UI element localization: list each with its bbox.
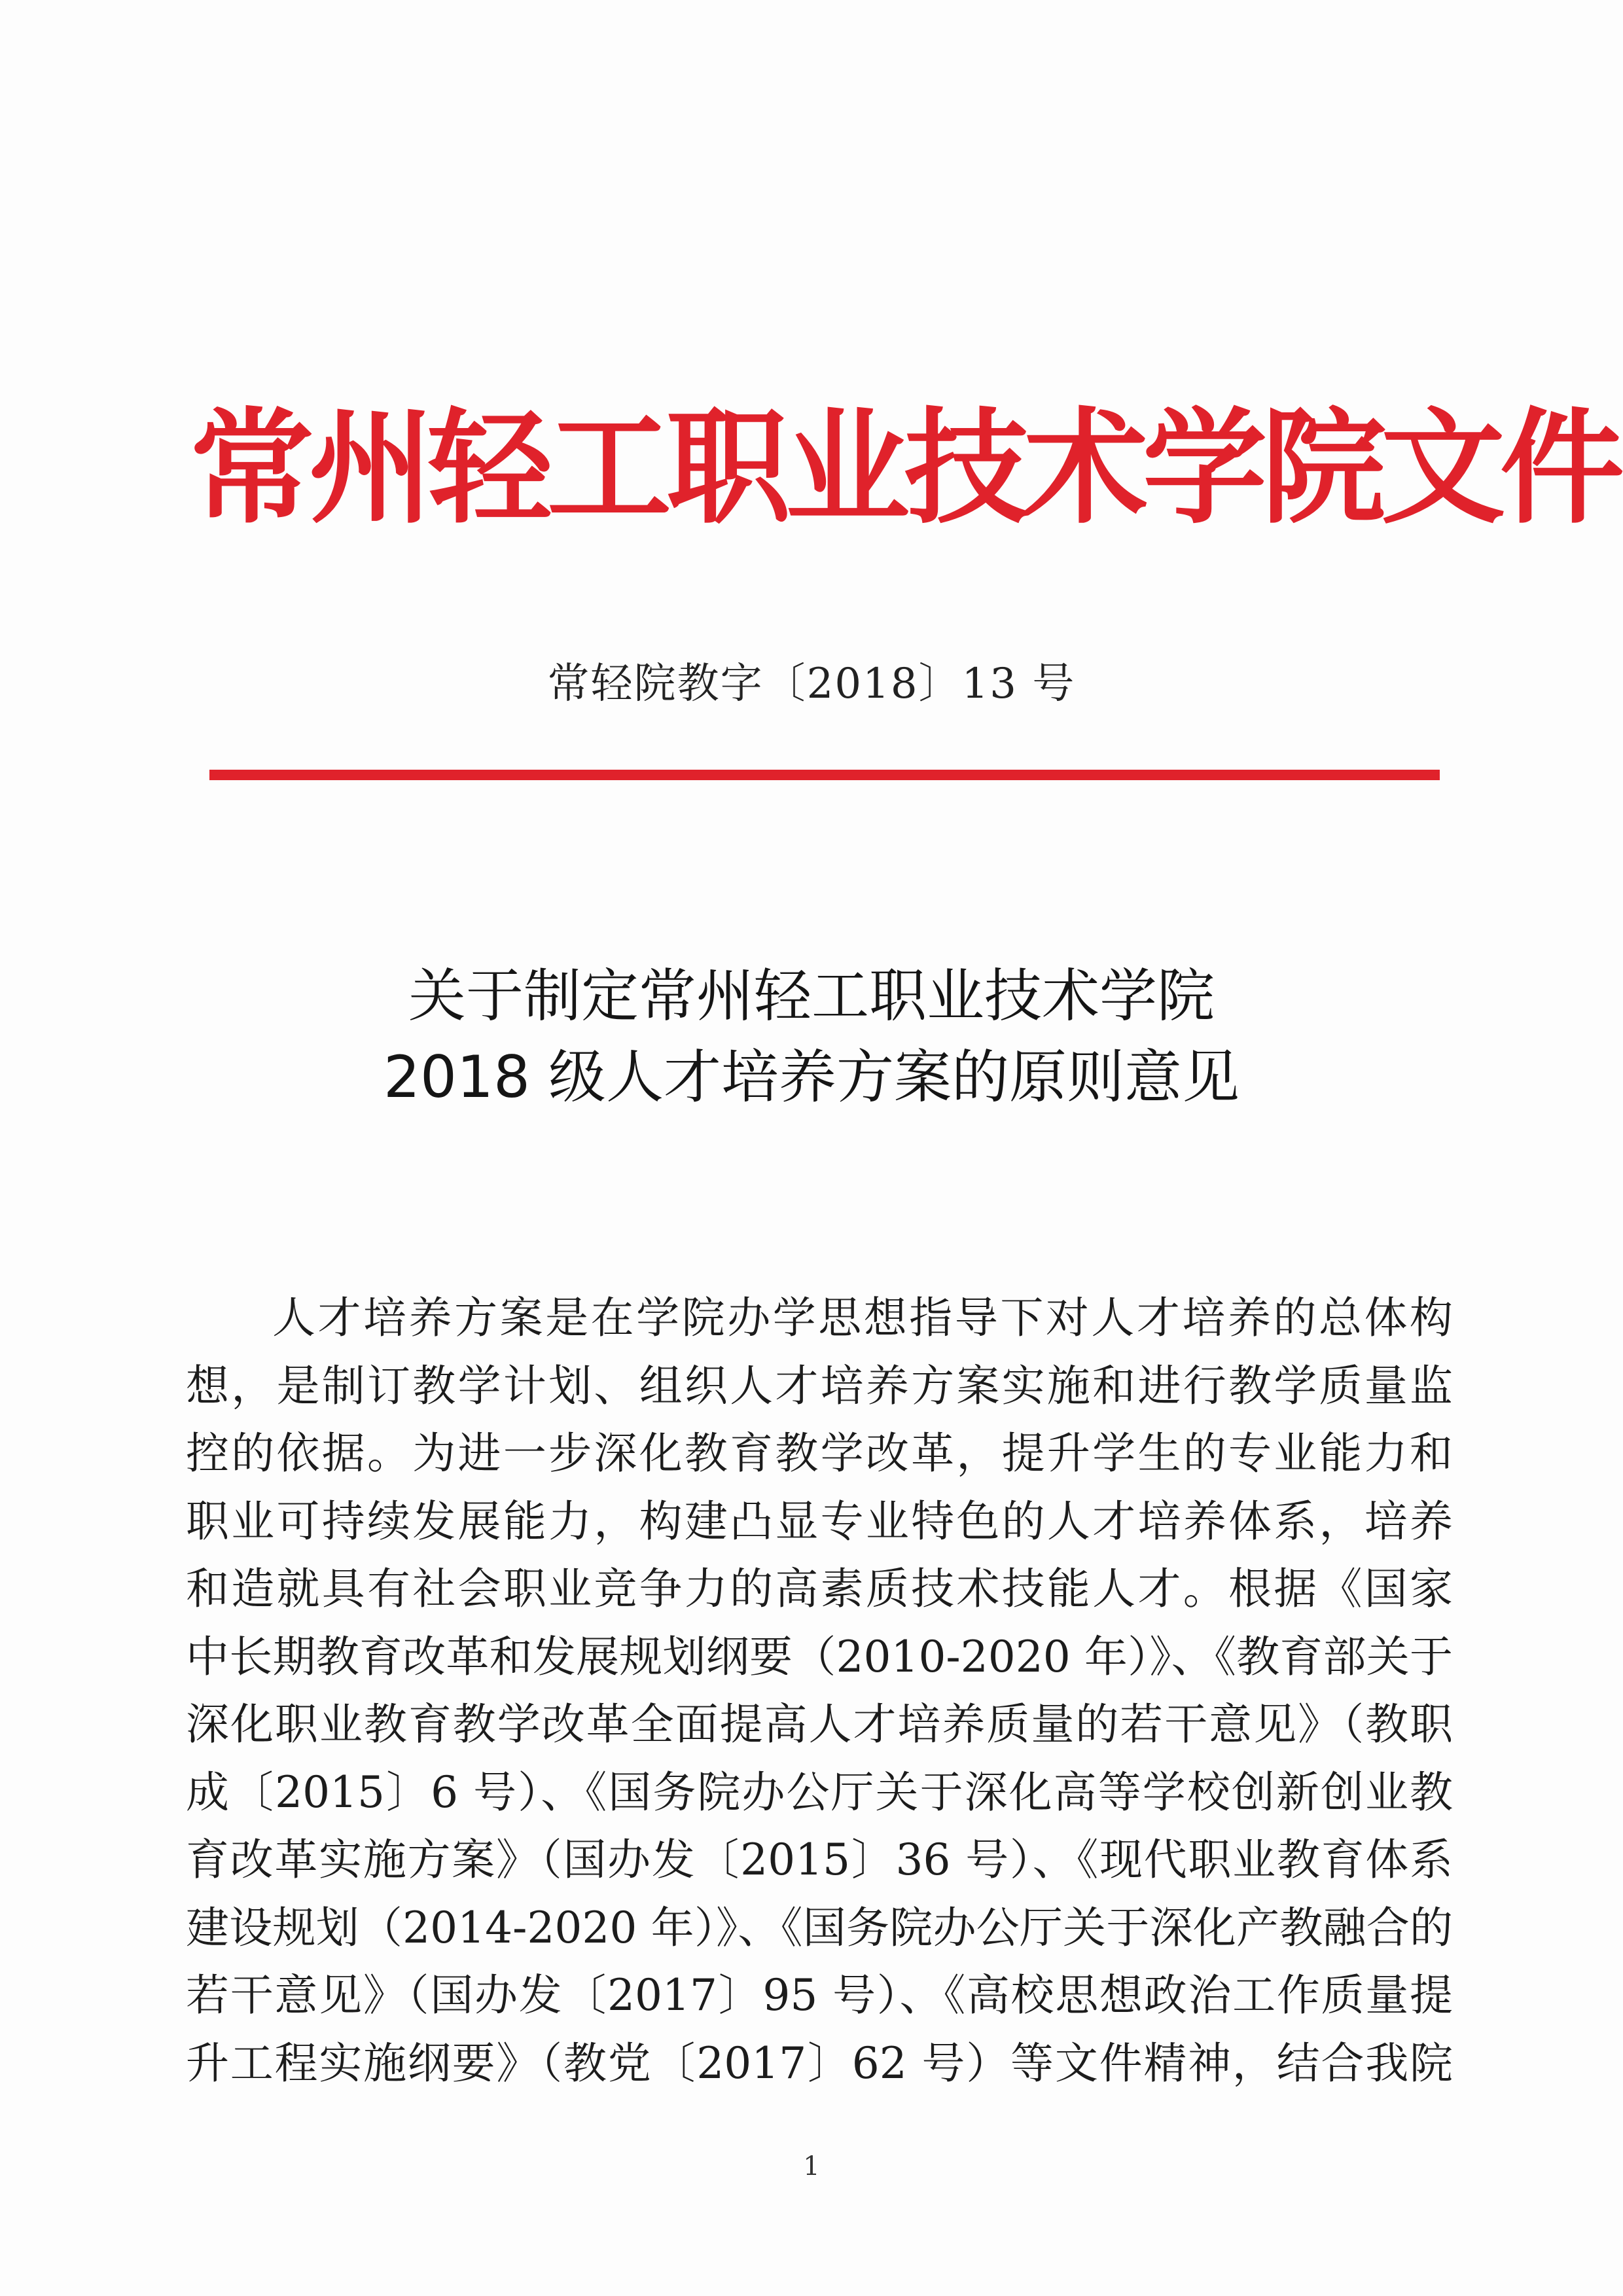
body-line: 控的依据。为进一步深化教育教学改革，提升学生的专业能力和 (186, 1428, 1453, 1479)
body-line: 深化职业教育教学改革全面提高人才培养质量的若干意见》（教职 (186, 1699, 1453, 1749)
page-number: 1 (803, 2151, 820, 2181)
title-line-2: 2018 级人才培养方案的原则意见 (383, 1043, 1240, 1111)
document-title (0, 956, 1623, 1118)
document-number: 常轻院教字〔2018〕13 号 (547, 660, 1076, 708)
body-line: 中长期教育改革和发展规划纲要（2010-2020 年）》、《教育部关于 (186, 1631, 1453, 1682)
body-line: 若干意见》（国办发〔2017〕95 号）、《高校思想政治工作质量提 (186, 1970, 1453, 2020)
body-line: 升工程实施纲要》（教党〔2017〕62 号）等文件精神，结合我院 (186, 2037, 1453, 2089)
body-line: 成〔2015〕6 号）、《国务院办公厅关于深化高等学校创新创业教 (186, 1767, 1453, 1818)
body-line: 和造就具有社会职业竞争力的高素质技术技能人才。根据《国家 (186, 1564, 1453, 1614)
body-paragraph (186, 1284, 1453, 2097)
body-line: 人才培养方案是在学院办学思想指导下对人才培养的总体构 (272, 1293, 1453, 1343)
body-line: 职业可持续发展能力，构建凸显专业特色的人才培养体系，培养 (186, 1496, 1453, 1547)
body-line: 建设规划（2014-2020 年）》、《国务院办公厅关于深化产教融合的 (186, 1902, 1453, 1953)
body-line: 育改革实施方案》（国办发〔2015〕36 号）、《现代职业教育体系 (186, 1835, 1453, 1885)
red-divider-line (209, 770, 1440, 780)
body-line: 想，是制订教学计划、组织人才培养方案实施和进行教学质量监 (186, 1360, 1453, 1411)
issuer-red-header: 常州轻工职业技术学院文件 (190, 395, 1620, 541)
title-line-1: 关于制定常州轻工职业技术学院 (408, 962, 1215, 1030)
